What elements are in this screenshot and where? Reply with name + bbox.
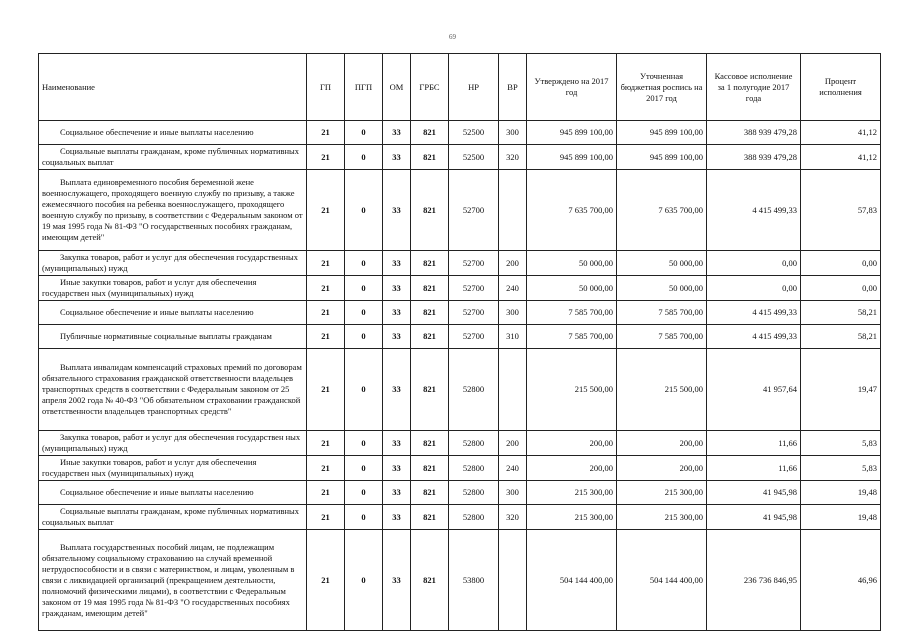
row-vr-cell: [499, 349, 527, 431]
table-body: [39, 121, 881, 631]
row-vr-cell: 300: [499, 121, 527, 145]
row-om-cell: 33: [383, 349, 411, 431]
row-np-cell: 52800: [449, 481, 499, 505]
row-np-cell: 52500: [449, 121, 499, 145]
row-name-cell: Закупка товаров, работ и услуг для обеспечения государственных (муниципальных) нужд: [39, 251, 307, 276]
row-percent-cell: 5,83: [801, 431, 881, 456]
row-gp-cell: 21: [307, 431, 345, 456]
row-pgp-cell: 0: [345, 276, 383, 301]
row-pgp-cell: 0: [345, 349, 383, 431]
row-refined-cell: 215 300,00: [617, 481, 707, 505]
row-gp-cell: 21: [307, 505, 345, 530]
row-name-cell: Иные закупки товаров, работ и услуг для обеспечения государствен ных (муниципальных) нужд: [39, 456, 307, 481]
row-name-cell: Публичные нормативные социальные выплаты гражданам: [39, 325, 307, 349]
row-cash-cell: 11,66: [707, 456, 801, 481]
row-approved-cell: 7 635 700,00: [527, 170, 617, 251]
row-gp-cell: 21: [307, 276, 345, 301]
row-vr-cell: 300: [499, 301, 527, 325]
row-gp-cell: 21: [307, 251, 345, 276]
row-percent-cell: 19,48: [801, 481, 881, 505]
row-om-cell: 33: [383, 325, 411, 349]
row-refined-cell: 7 585 700,00: [617, 325, 707, 349]
row-percent-cell: 46,96: [801, 530, 881, 631]
budget-execution-table: [38, 53, 881, 631]
row-np-cell: 52800: [449, 431, 499, 456]
row-grbs-cell: 821: [411, 170, 449, 251]
row-cash-cell: 0,00: [707, 276, 801, 301]
row-grbs-cell: 821: [411, 530, 449, 631]
row-percent-cell: 58,21: [801, 325, 881, 349]
row-gp-cell: 21: [307, 325, 345, 349]
row-cash-cell: 11,66: [707, 431, 801, 456]
table-row: [39, 251, 881, 276]
header-pgp: ПГП: [345, 54, 383, 121]
row-name-cell: Выплата государственных пособий лицам, не подлежащим обязательному социальному страхованию на случай временной нетрудоспособности и в связи с материнством, и лицам, уволенным в связи с ликвидацией организаций (прекращением деятельности, полномочий физическими лицами), в соответствии с Федеральным законом от 19 мая 1995 года № 81-ФЗ "О государственных пособиях гражданам, имеющим детей": [39, 530, 307, 631]
row-np-cell: 52700: [449, 276, 499, 301]
row-vr-cell: [499, 530, 527, 631]
row-om-cell: 33: [383, 251, 411, 276]
row-vr-cell: 200: [499, 251, 527, 276]
header-np: НР: [449, 54, 499, 121]
row-vr-cell: 320: [499, 505, 527, 530]
row-approved-cell: 50 000,00: [527, 276, 617, 301]
row-grbs-cell: 821: [411, 481, 449, 505]
table-row: [39, 145, 881, 170]
row-refined-cell: 215 500,00: [617, 349, 707, 431]
row-vr-cell: 240: [499, 276, 527, 301]
table-row: [39, 276, 881, 301]
row-approved-cell: 7 585 700,00: [527, 325, 617, 349]
row-approved-cell: 215 300,00: [527, 481, 617, 505]
row-grbs-cell: 821: [411, 325, 449, 349]
table-row: [39, 505, 881, 530]
row-pgp-cell: 0: [345, 530, 383, 631]
row-approved-cell: 945 899 100,00: [527, 145, 617, 170]
row-pgp-cell: 0: [345, 251, 383, 276]
row-name-cell: Выплата единовременного пособия беременной жене военнослужащего, проходящего военную службу по призыву, а также ежемесячного пособия на ребенка военнослужащего, проходящего военную службу по призыву, в соответствии с Федеральным законом от 19 мая 1995 года № 81-ФЗ "О государственных пособиях гражданам, имеющим детей": [39, 170, 307, 251]
row-pgp-cell: 0: [345, 121, 383, 145]
row-pgp-cell: 0: [345, 145, 383, 170]
row-percent-cell: 0,00: [801, 251, 881, 276]
header-grbs: ГРБС: [411, 54, 449, 121]
row-pgp-cell: 0: [345, 325, 383, 349]
row-approved-cell: 504 144 400,00: [527, 530, 617, 631]
row-percent-cell: 41,12: [801, 145, 881, 170]
row-pgp-cell: 0: [345, 431, 383, 456]
row-cash-cell: 388 939 479,28: [707, 145, 801, 170]
row-np-cell: 52800: [449, 349, 499, 431]
row-om-cell: 33: [383, 505, 411, 530]
row-percent-cell: 0,00: [801, 276, 881, 301]
row-np-cell: 52700: [449, 325, 499, 349]
row-refined-cell: 200,00: [617, 456, 707, 481]
row-name-cell: Выплата инвалидам компенсаций страховых премий по договорам обязательного страхования гражданской ответственности владельцев транспортных средств в соответствии с Федеральным законом от 25 апреля 2002 года № 40-ФЗ "Об обязательном страховании гражданской ответственности владельцев транспортных средств": [39, 349, 307, 431]
row-np-cell: 52500: [449, 145, 499, 170]
row-percent-cell: 41,12: [801, 121, 881, 145]
table-row: [39, 456, 881, 481]
header-refined: Уточненная бюджетная роспись на 2017 год: [617, 54, 707, 121]
row-refined-cell: 50 000,00: [617, 251, 707, 276]
row-grbs-cell: 821: [411, 251, 449, 276]
row-name-cell: Социальные выплаты гражданам, кроме публичных нормативных социальных выплат: [39, 505, 307, 530]
row-np-cell: 53800: [449, 530, 499, 631]
row-om-cell: 33: [383, 276, 411, 301]
row-vr-cell: 320: [499, 145, 527, 170]
row-name-cell: Иные закупки товаров, работ и услуг для обеспечения государствен ных (муниципальных) нужд: [39, 276, 307, 301]
row-cash-cell: 41 945,98: [707, 481, 801, 505]
row-refined-cell: 215 300,00: [617, 505, 707, 530]
row-grbs-cell: 821: [411, 145, 449, 170]
row-gp-cell: 21: [307, 456, 345, 481]
row-pgp-cell: 0: [345, 505, 383, 530]
row-vr-cell: 200: [499, 431, 527, 456]
table-row: [39, 431, 881, 456]
row-approved-cell: 200,00: [527, 456, 617, 481]
row-refined-cell: 50 000,00: [617, 276, 707, 301]
row-gp-cell: 21: [307, 349, 345, 431]
row-cash-cell: 0,00: [707, 251, 801, 276]
row-cash-cell: 4 415 499,33: [707, 301, 801, 325]
header-cash: Кассовое исполнение за 1 полугодие 2017 года: [707, 54, 801, 121]
row-gp-cell: 21: [307, 170, 345, 251]
row-percent-cell: 5,83: [801, 456, 881, 481]
row-grbs-cell: 821: [411, 301, 449, 325]
row-cash-cell: 41 957,64: [707, 349, 801, 431]
row-pgp-cell: 0: [345, 170, 383, 251]
row-gp-cell: 21: [307, 530, 345, 631]
row-np-cell: 52800: [449, 456, 499, 481]
row-pgp-cell: 0: [345, 301, 383, 325]
page-number: 69: [449, 33, 456, 41]
table-row: [39, 325, 881, 349]
row-om-cell: 33: [383, 431, 411, 456]
row-percent-cell: 19,48: [801, 505, 881, 530]
row-percent-cell: 19,47: [801, 349, 881, 431]
header-approved: Утверждено на 2017 год: [527, 54, 617, 121]
row-vr-cell: 300: [499, 481, 527, 505]
header-percent: Процент исполнения: [801, 54, 881, 121]
row-grbs-cell: 821: [411, 121, 449, 145]
row-vr-cell: 310: [499, 325, 527, 349]
row-percent-cell: 57,83: [801, 170, 881, 251]
row-np-cell: 52700: [449, 301, 499, 325]
row-om-cell: 33: [383, 170, 411, 251]
header-om: ОМ: [383, 54, 411, 121]
row-grbs-cell: 821: [411, 431, 449, 456]
row-approved-cell: 200,00: [527, 431, 617, 456]
table-header-row: [39, 54, 881, 121]
row-np-cell: 52800: [449, 505, 499, 530]
table-row: [39, 530, 881, 631]
row-np-cell: 52700: [449, 170, 499, 251]
row-approved-cell: 945 899 100,00: [527, 121, 617, 145]
row-vr-cell: 240: [499, 456, 527, 481]
row-gp-cell: 21: [307, 481, 345, 505]
row-name-cell: Социальное обеспечение и иные выплаты населению: [39, 121, 307, 145]
row-cash-cell: 236 736 846,95: [707, 530, 801, 631]
row-pgp-cell: 0: [345, 481, 383, 505]
row-pgp-cell: 0: [345, 456, 383, 481]
row-name-cell: Закупка товаров, работ и услуг для обеспечения государствен ных (муниципальных) нужд: [39, 431, 307, 456]
row-cash-cell: 41 945,98: [707, 505, 801, 530]
row-refined-cell: 7 585 700,00: [617, 301, 707, 325]
row-vr-cell: [499, 170, 527, 251]
row-name-cell: Социальные выплаты гражданам, кроме публичных нормативных социальных выплат: [39, 145, 307, 170]
header-vr: ВР: [499, 54, 527, 121]
row-grbs-cell: 821: [411, 505, 449, 530]
row-grbs-cell: 821: [411, 456, 449, 481]
row-refined-cell: 200,00: [617, 431, 707, 456]
row-approved-cell: 215 500,00: [527, 349, 617, 431]
row-refined-cell: 504 144 400,00: [617, 530, 707, 631]
row-name-cell: Социальное обеспечение и иные выплаты населению: [39, 301, 307, 325]
row-grbs-cell: 821: [411, 276, 449, 301]
row-gp-cell: 21: [307, 121, 345, 145]
row-gp-cell: 21: [307, 301, 345, 325]
header-gp: ГП: [307, 54, 345, 121]
row-approved-cell: 7 585 700,00: [527, 301, 617, 325]
row-refined-cell: 7 635 700,00: [617, 170, 707, 251]
row-grbs-cell: 821: [411, 349, 449, 431]
table-row: [39, 121, 881, 145]
row-approved-cell: 215 300,00: [527, 505, 617, 530]
row-om-cell: 33: [383, 481, 411, 505]
row-om-cell: 33: [383, 301, 411, 325]
row-gp-cell: 21: [307, 145, 345, 170]
row-om-cell: 33: [383, 121, 411, 145]
table-row: [39, 301, 881, 325]
row-om-cell: 33: [383, 530, 411, 631]
row-approved-cell: 50 000,00: [527, 251, 617, 276]
row-np-cell: 52700: [449, 251, 499, 276]
row-percent-cell: 58,21: [801, 301, 881, 325]
row-refined-cell: 945 899 100,00: [617, 145, 707, 170]
row-cash-cell: 388 939 479,28: [707, 121, 801, 145]
row-name-cell: Социальное обеспечение и иные выплаты населению: [39, 481, 307, 505]
row-om-cell: 33: [383, 456, 411, 481]
row-cash-cell: 4 415 499,33: [707, 170, 801, 251]
table-row: [39, 481, 881, 505]
row-refined-cell: 945 899 100,00: [617, 121, 707, 145]
header-name: Наименование: [39, 54, 307, 121]
row-om-cell: 33: [383, 145, 411, 170]
table-row: [39, 349, 881, 431]
row-cash-cell: 4 415 499,33: [707, 325, 801, 349]
table-row: [39, 170, 881, 251]
